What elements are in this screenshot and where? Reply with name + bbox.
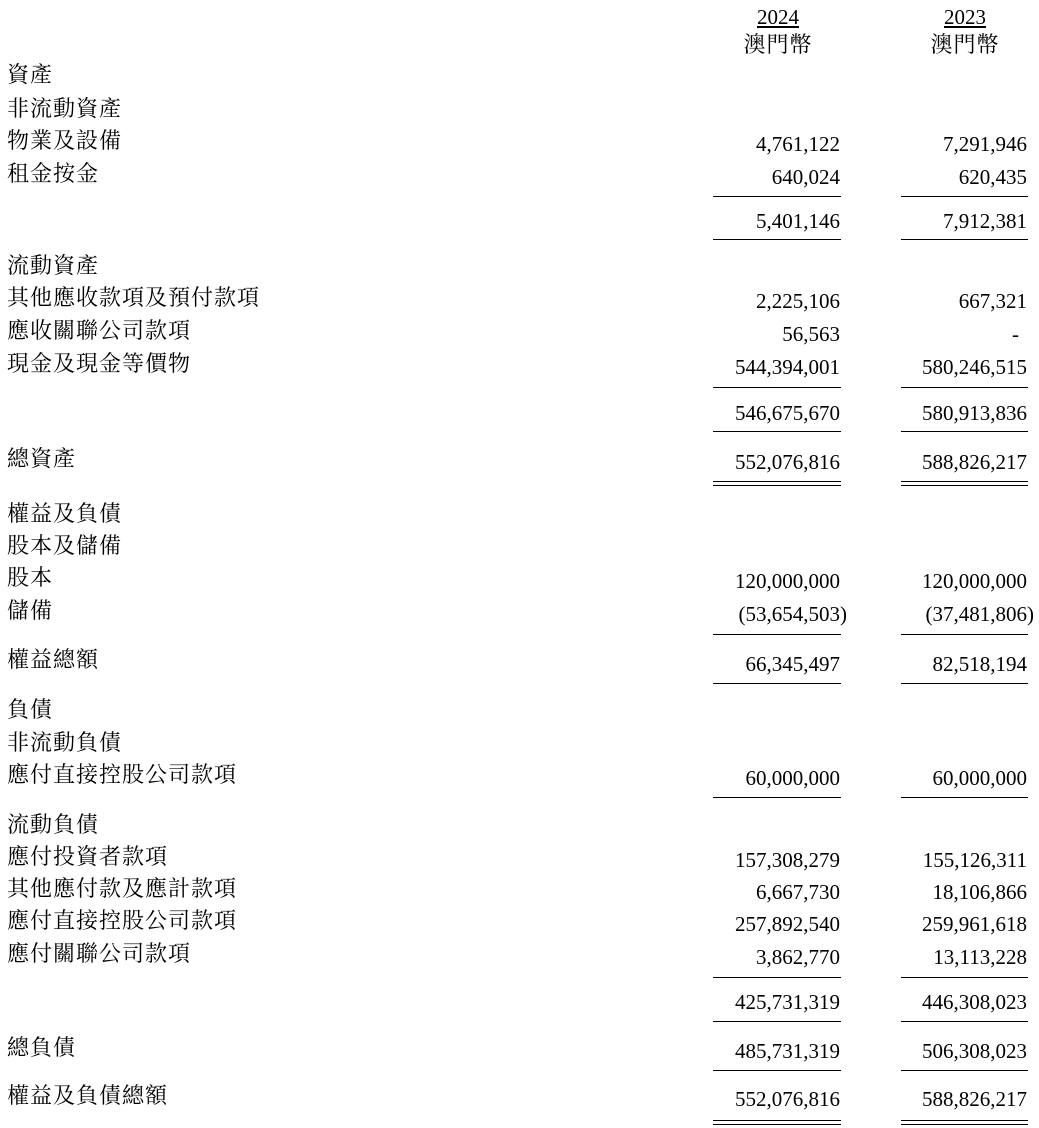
value-total-equity-and-liabilities-2023: 588,826,217 xyxy=(922,1087,1027,1111)
row-label-due-to-investors: 應付投資者款項 xyxy=(7,845,169,870)
row-label-due-to-related: 應付關聯公司款項 xyxy=(7,942,192,967)
row-label-total-equity-and-liabilities: 權益及負債總額 xyxy=(7,1084,169,1109)
value-ppe-2024: 4,761,122 xyxy=(756,132,840,156)
subtotal-rule xyxy=(901,1021,1028,1022)
value-ppe-2023: 7,291,946 xyxy=(943,132,1027,156)
value-reserves-2024: (53,654,503) xyxy=(738,602,847,626)
value-non-current-assets-total-2023: 7,912,381 xyxy=(943,209,1027,233)
row-label-cash: 現金及現金等價物 xyxy=(7,352,192,377)
row-label-due-to-parent-non-current: 應付直接控股公司款項 xyxy=(7,763,238,788)
total-double-rule xyxy=(713,1120,841,1125)
value-total-assets-2024: 552,076,816 xyxy=(735,450,840,474)
subtotal-rule xyxy=(713,797,841,798)
subtotal-rule xyxy=(713,431,841,432)
column-header-currency-2024: 澳門幣 xyxy=(743,32,813,57)
subsection-heading-current-assets: 流動資產 xyxy=(7,254,100,279)
row-label-due-from-related: 應收關聯公司款項 xyxy=(7,319,192,344)
subtotal-rule xyxy=(713,683,841,684)
value-due-to-related-2023: 13,113,228 xyxy=(933,945,1027,969)
column-header-year-2023: 2023 xyxy=(944,5,986,29)
value-due-to-investors-2024: 157,308,279 xyxy=(735,848,840,872)
value-current-assets-total-2024: 546,675,670 xyxy=(735,401,840,425)
row-label-other-payables: 其他應付款及應計款項 xyxy=(7,877,238,902)
total-double-rule xyxy=(901,481,1028,486)
subtotal-rule xyxy=(713,196,841,197)
subtotal-rule xyxy=(713,977,841,978)
total-double-rule xyxy=(713,481,841,486)
row-label-due-to-parent-current: 應付直接控股公司款項 xyxy=(7,909,238,934)
value-cash-2024: 544,394,001 xyxy=(735,355,840,379)
value-non-current-assets-total-2024: 5,401,146 xyxy=(756,209,840,233)
value-total-liabilities-2023: 506,308,023 xyxy=(922,1039,1027,1063)
value-current-liabilities-total-2024: 425,731,319 xyxy=(735,990,840,1014)
value-due-to-parent-current-2024: 257,892,540 xyxy=(735,912,840,936)
subsection-heading-capital-and-reserves: 股本及儲備 xyxy=(7,534,123,559)
subtotal-rule xyxy=(713,387,841,388)
subtotal-rule xyxy=(713,239,841,240)
value-due-to-parent-current-2023: 259,961,618 xyxy=(922,912,1027,936)
row-label-total-assets: 總資產 xyxy=(7,447,77,472)
section-heading-equity-and-liabilities: 權益及負債 xyxy=(7,502,123,527)
value-due-to-investors-2023: 155,126,311 xyxy=(922,848,1027,872)
row-label-reserves: 儲備 xyxy=(7,599,54,624)
value-share-capital-2024: 120,000,000 xyxy=(735,569,840,593)
value-other-payables-2023: 18,106,866 xyxy=(932,880,1027,904)
subtotal-rule xyxy=(901,1070,1028,1071)
subtotal-rule xyxy=(901,239,1028,240)
subtotal-rule xyxy=(901,387,1028,388)
value-rental-deposit-2024: 640,024 xyxy=(771,165,840,189)
subsection-heading-non-current-liabilities: 非流動負債 xyxy=(7,731,123,756)
value-total-liabilities-2024: 485,731,319 xyxy=(735,1039,840,1063)
section-heading-assets: 資產 xyxy=(7,63,54,88)
column-header-currency-2023: 澳門幣 xyxy=(930,32,1000,57)
subtotal-rule xyxy=(901,431,1028,432)
subtotal-rule xyxy=(901,634,1028,635)
subtotal-rule xyxy=(713,634,841,635)
value-other-payables-2024: 6,667,730 xyxy=(756,880,840,904)
value-due-to-related-2024: 3,862,770 xyxy=(756,945,840,969)
value-total-equity-and-liabilities-2024: 552,076,816 xyxy=(735,1087,840,1111)
value-other-receivables-2024: 2,225,106 xyxy=(756,289,840,313)
subtotal-rule xyxy=(713,1070,841,1071)
row-label-ppe: 物業及設備 xyxy=(7,129,123,154)
subsection-heading-non-current-assets: 非流動資產 xyxy=(7,97,123,122)
value-due-to-parent-non-current-2024: 60,000,000 xyxy=(745,766,840,790)
value-cash-2023: 580,246,515 xyxy=(922,355,1027,379)
value-share-capital-2023: 120,000,000 xyxy=(922,569,1027,593)
row-label-total-equity: 權益總額 xyxy=(7,648,100,673)
subsection-heading-current-liabilities: 流動負債 xyxy=(7,813,100,838)
value-due-from-related-2024: 56,563 xyxy=(782,322,840,346)
subtotal-rule xyxy=(901,683,1028,684)
subtotal-rule xyxy=(901,977,1028,978)
total-double-rule xyxy=(901,1120,1028,1125)
value-due-to-parent-non-current-2023: 60,000,000 xyxy=(932,766,1027,790)
row-label-share-capital: 股本 xyxy=(7,566,54,591)
value-rental-deposit-2023: 620,435 xyxy=(958,165,1027,189)
value-current-assets-total-2023: 580,913,836 xyxy=(922,401,1027,425)
row-label-rental-deposit: 租金按金 xyxy=(7,162,100,187)
value-total-assets-2023: 588,826,217 xyxy=(922,450,1027,474)
value-reserves-2023: (37,481,806) xyxy=(925,602,1034,626)
value-total-equity-2024: 66,345,497 xyxy=(745,652,840,676)
subtotal-rule xyxy=(713,1021,841,1022)
row-label-other-receivables: 其他應收款項及預付款項 xyxy=(7,286,261,311)
subtotal-rule xyxy=(901,196,1028,197)
value-due-from-related-2023: - xyxy=(1012,322,1019,346)
section-heading-liabilities: 負債 xyxy=(7,698,54,723)
row-label-total-liabilities: 總負債 xyxy=(7,1036,77,1061)
value-other-receivables-2023: 667,321 xyxy=(958,289,1027,313)
value-total-equity-2023: 82,518,194 xyxy=(932,652,1027,676)
column-header-year-2024: 2024 xyxy=(757,5,799,29)
subtotal-rule xyxy=(901,797,1028,798)
value-current-liabilities-total-2023: 446,308,023 xyxy=(922,990,1027,1014)
